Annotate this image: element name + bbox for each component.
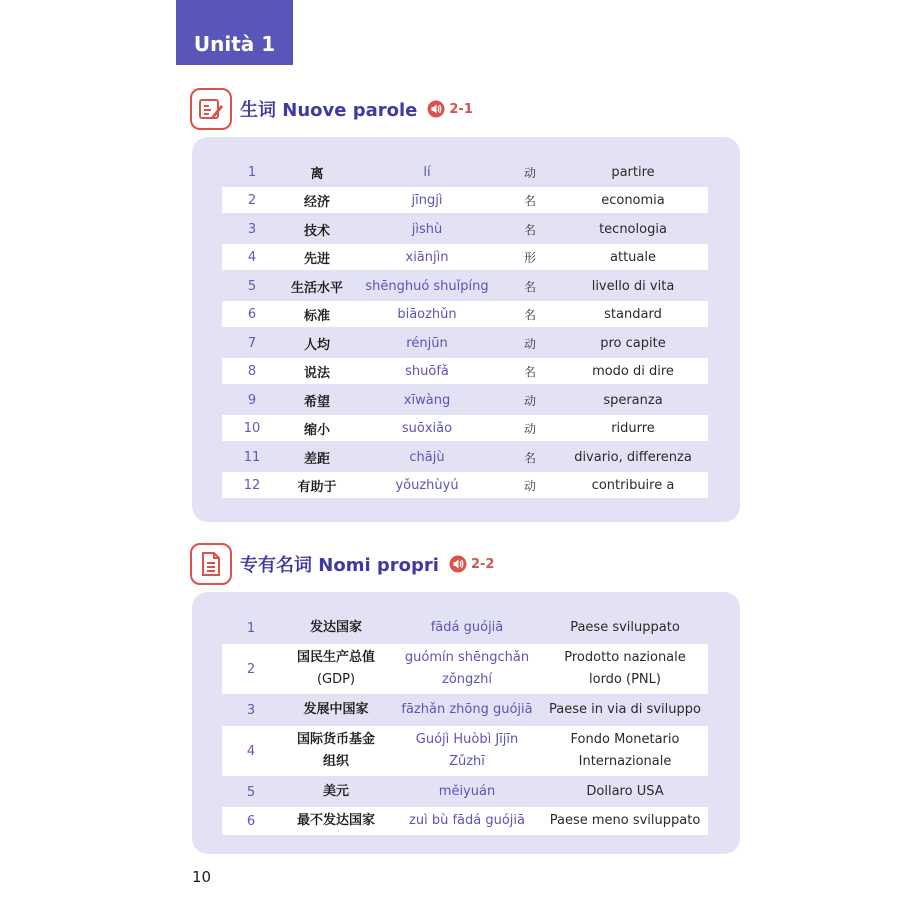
italian: attuale bbox=[610, 249, 656, 265]
part-of-speech: 动 bbox=[523, 336, 536, 351]
row-number: 8 bbox=[247, 363, 257, 379]
italian: divario, differenza bbox=[574, 449, 692, 465]
document-icon bbox=[190, 543, 232, 585]
hanzi: 人均 bbox=[303, 337, 330, 353]
pinyin-line: Guójì Huòbì Jījīn bbox=[415, 732, 519, 747]
part-of-speech: 动 bbox=[523, 478, 536, 493]
pinyin bbox=[392, 647, 542, 691]
hanzi-line: (GDP) bbox=[316, 672, 356, 687]
vocab-section-header bbox=[190, 88, 473, 130]
page-number: 10 bbox=[192, 868, 212, 886]
hanzi-line: 发展中国家 bbox=[303, 702, 369, 717]
pinyin-line: měiyuán bbox=[438, 784, 496, 799]
italian-line: Prodotto nazionale bbox=[564, 650, 686, 665]
pinyin-line: Zǔzhī bbox=[449, 754, 485, 769]
pinyin: jīngjì bbox=[411, 192, 443, 208]
hanzi bbox=[280, 647, 392, 691]
row-number: 10 bbox=[243, 420, 261, 436]
row-number: 2 bbox=[247, 192, 257, 208]
table-row bbox=[222, 807, 708, 835]
italian bbox=[542, 647, 708, 691]
italian-line: Dollaro USA bbox=[586, 784, 664, 799]
pinyin: shuōfǎ bbox=[405, 363, 449, 379]
italian-line: lordo (PNL) bbox=[589, 672, 661, 687]
italian: pro capite bbox=[600, 335, 666, 351]
italian: standard bbox=[604, 306, 662, 322]
pinyin: jìshù bbox=[411, 221, 443, 237]
vocab-table bbox=[192, 137, 740, 522]
table-row bbox=[222, 187, 708, 213]
pinyin-line: guómín shēngchǎn bbox=[404, 650, 530, 665]
proper-section-header bbox=[190, 543, 494, 585]
pinyin: lí bbox=[423, 164, 431, 180]
italian-line: Paese meno sviluppato bbox=[549, 813, 701, 828]
table-row bbox=[222, 415, 708, 441]
table-row bbox=[222, 726, 708, 776]
speaker-icon bbox=[427, 100, 445, 118]
pinyin: yǒuzhùyú bbox=[395, 477, 459, 493]
table-row bbox=[222, 614, 708, 642]
pinyin: biāozhǔn bbox=[397, 306, 457, 322]
proper-audio[interactable] bbox=[449, 555, 495, 573]
row-number: 5 bbox=[247, 278, 257, 294]
row-number: 1 bbox=[246, 620, 256, 636]
italian-line: Paese sviluppato bbox=[570, 620, 680, 635]
hanzi: 离 bbox=[310, 166, 324, 182]
row-number: 7 bbox=[247, 335, 257, 351]
row-number: 3 bbox=[246, 702, 256, 718]
hanzi bbox=[280, 617, 392, 639]
pinyin bbox=[392, 617, 542, 639]
hanzi-line: 发达国家 bbox=[309, 620, 362, 635]
part-of-speech: 名 bbox=[523, 222, 536, 237]
part-of-speech: 动 bbox=[523, 393, 536, 408]
row-number: 9 bbox=[247, 392, 257, 408]
row-number: 11 bbox=[243, 449, 261, 465]
italian: ridurre bbox=[611, 420, 655, 436]
row-number: 3 bbox=[247, 221, 257, 237]
hanzi: 说法 bbox=[303, 365, 330, 381]
part-of-speech: 名 bbox=[523, 307, 536, 322]
hanzi: 缩小 bbox=[303, 422, 330, 438]
hanzi-line: 国际货币基金 bbox=[296, 732, 375, 747]
vocab-audio[interactable] bbox=[427, 100, 473, 118]
hanzi: 标准 bbox=[303, 308, 330, 324]
pinyin: xiānjìn bbox=[405, 249, 449, 265]
hanzi-line: 组织 bbox=[322, 754, 349, 769]
italian: contribuire a bbox=[591, 477, 675, 493]
row-number: 4 bbox=[247, 249, 257, 265]
row-number: 4 bbox=[246, 743, 256, 759]
hanzi-line: 美元 bbox=[322, 784, 349, 799]
pinyin: suōxiǎo bbox=[401, 420, 453, 436]
pinyin-line: fādá guójiā bbox=[430, 620, 504, 635]
pinyin: xīwàng bbox=[403, 392, 451, 408]
pinyin bbox=[392, 729, 542, 773]
table-row bbox=[222, 696, 708, 724]
proper-track: 2-2 bbox=[470, 556, 495, 572]
vocab-track: 2-1 bbox=[449, 101, 473, 117]
table-row bbox=[222, 778, 708, 806]
hanzi: 生活水平 bbox=[290, 280, 343, 296]
italian bbox=[542, 617, 708, 639]
part-of-speech: 名 bbox=[523, 364, 536, 379]
italian: economia bbox=[601, 192, 665, 208]
table-row bbox=[222, 330, 708, 356]
row-number: 6 bbox=[247, 306, 257, 322]
italian: speranza bbox=[603, 392, 663, 408]
pinyin: chājù bbox=[409, 449, 445, 465]
pinyin-line: zǒngzhí bbox=[442, 672, 492, 687]
unit-label: Unità 1 bbox=[176, 0, 293, 65]
pinyin-line: fāzhǎn zhōng guójiā bbox=[401, 702, 533, 717]
hanzi bbox=[280, 781, 392, 803]
table-row bbox=[222, 358, 708, 384]
hanzi: 有助于 bbox=[297, 479, 337, 495]
speaker-icon bbox=[449, 555, 467, 573]
italian: partire bbox=[611, 164, 655, 180]
pinyin bbox=[392, 781, 542, 803]
hanzi: 先进 bbox=[303, 251, 330, 267]
table-row bbox=[222, 244, 708, 270]
part-of-speech: 动 bbox=[523, 421, 536, 436]
vocab-title: 生词 Nuove parole bbox=[240, 100, 418, 121]
table-row bbox=[222, 216, 708, 242]
italian: tecnologia bbox=[599, 221, 667, 237]
pinyin bbox=[392, 699, 542, 721]
italian bbox=[542, 781, 708, 803]
hanzi-line: 最不发达国家 bbox=[296, 813, 375, 828]
proper-table bbox=[192, 592, 740, 854]
row-number: 12 bbox=[243, 477, 261, 493]
pinyin: shēnghuó shuǐpíng bbox=[365, 278, 489, 294]
italian-line: Paese in via di sviluppo bbox=[549, 702, 701, 717]
pinyin bbox=[392, 810, 542, 832]
part-of-speech: 名 bbox=[523, 450, 536, 465]
hanzi bbox=[280, 699, 392, 721]
italian bbox=[542, 810, 708, 832]
italian bbox=[542, 699, 708, 721]
hanzi: 技术 bbox=[303, 223, 330, 239]
hanzi bbox=[280, 810, 392, 832]
pinyin: rénjūn bbox=[406, 335, 448, 351]
row-number: 5 bbox=[246, 784, 256, 800]
table-row bbox=[222, 159, 708, 185]
part-of-speech: 形 bbox=[523, 250, 536, 265]
row-number: 1 bbox=[247, 164, 257, 180]
table-row bbox=[222, 273, 708, 299]
table-row bbox=[222, 387, 708, 413]
hanzi: 经济 bbox=[303, 194, 330, 210]
italian-line: Internazionale bbox=[578, 754, 672, 769]
part-of-speech: 动 bbox=[523, 165, 536, 180]
italian-line: Fondo Monetario bbox=[570, 732, 680, 747]
pinyin-line: zuì bù fādá guójiā bbox=[409, 813, 525, 828]
italian: livello di vita bbox=[591, 278, 675, 294]
hanzi bbox=[280, 729, 392, 773]
proper-title: 专有名词 Nomi propri bbox=[240, 555, 439, 576]
table-row bbox=[222, 301, 708, 327]
row-number: 2 bbox=[246, 661, 256, 677]
hanzi-line: 国民生产总值 bbox=[296, 650, 375, 665]
hanzi: 差距 bbox=[303, 451, 330, 467]
italian: modo di dire bbox=[592, 363, 674, 379]
table-row bbox=[222, 644, 708, 694]
table-row bbox=[222, 472, 708, 498]
notebook-pencil-icon bbox=[190, 88, 232, 130]
italian bbox=[542, 729, 708, 773]
row-number: 6 bbox=[246, 813, 256, 829]
part-of-speech: 名 bbox=[523, 193, 536, 208]
table-row bbox=[222, 444, 708, 470]
part-of-speech: 名 bbox=[523, 279, 536, 294]
hanzi: 希望 bbox=[303, 394, 330, 410]
